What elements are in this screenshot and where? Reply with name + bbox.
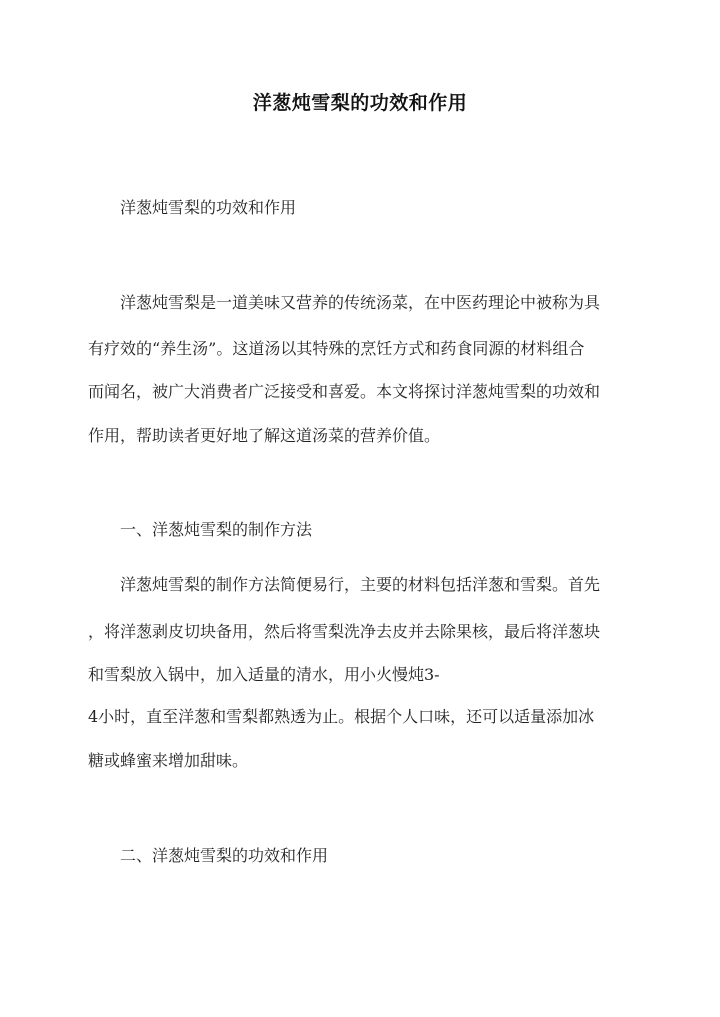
intro-line-1: 洋葱炖雪梨是一道美味又营养的传统汤菜，在中医药理论中被称为具: [120, 293, 601, 312]
section1-line-5: 糖或蜂蜜来增加甜味。: [88, 751, 249, 770]
section1-line-3: 和雪梨放入锅中，加入适量的清水，用小火慢炖3-: [88, 665, 440, 684]
intro-line-2: 有疗效的“养生汤”。这道汤以其特殊的烹饪方式和药食同源的材料组合: [88, 339, 585, 358]
intro-line-4: 作用，帮助读者更好地了解这道汤菜的营养价值。: [88, 426, 441, 445]
section1-line-2: ，将洋葱剥皮切块备用，然后将雪梨洗净去皮并去除果核，最后将洋葱块: [88, 622, 601, 641]
document-title: 洋葱炖雪梨的功效和作用: [252, 92, 468, 114]
subtitle: 洋葱炖雪梨的功效和作用: [120, 198, 297, 217]
section1-line-4: 4小时，直至洋葱和雪梨都熟透为止。根据个人口味，还可以适量添加冰: [88, 707, 595, 726]
section1-heading: 一、洋葱炖雪梨的制作方法: [120, 520, 313, 539]
section2-heading: 二、洋葱炖雪梨的功效和作用: [120, 846, 329, 865]
section1-line-1: 洋葱炖雪梨的制作方法简便易行，主要的材料包括洋葱和雪梨。首先: [120, 575, 601, 594]
intro-line-3: 而闻名，被广大消费者广泛接受和喜爱。本文将探讨洋葱炖雪梨的功效和: [88, 382, 601, 401]
